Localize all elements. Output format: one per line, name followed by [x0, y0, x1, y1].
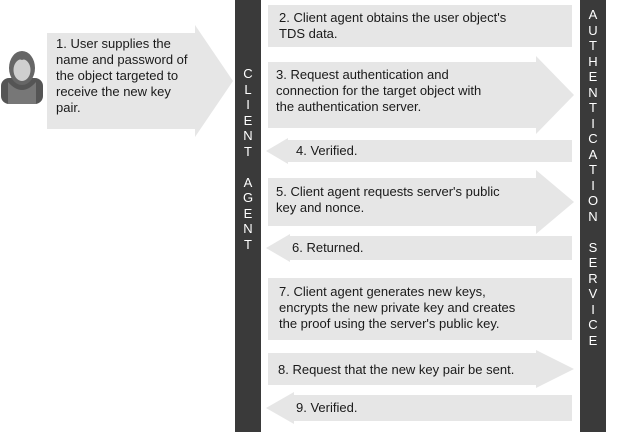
- authentication-service-letter: N: [588, 84, 598, 100]
- authentication-service-letter: S: [588, 239, 598, 255]
- client-agent-letter: T: [244, 143, 252, 159]
- authentication-service-letter: R: [588, 270, 598, 286]
- client-agent-letter: L: [244, 81, 252, 97]
- authentication-service-bar: [580, 0, 606, 432]
- authentication-service-letter: O: [587, 193, 599, 208]
- authentication-service-letter: E: [588, 69, 598, 84]
- authentication-service-letter: H: [588, 53, 598, 69]
- step-4-text: 4. Verified.: [296, 143, 358, 158]
- authentication-service-letter: U: [588, 22, 598, 38]
- step-6-text: 6. Returned.: [292, 240, 364, 255]
- step-3-text: 3. Request authentication and connection for the target object with the authentication server.: [276, 67, 482, 114]
- client-agent-letter: C: [243, 66, 253, 81]
- client-agent-letter: I: [246, 97, 250, 112]
- authentication-service-letter: C: [588, 317, 598, 332]
- client-agent-label: [235, 66, 261, 252]
- step-7-text: 7. Client agent generates new keys, encrypts the new private key and creates the proof using the server's public key.: [279, 284, 516, 331]
- authentication-service-letter: E: [588, 332, 598, 348]
- step-2-text: 2. Client agent obtains the user object's TDS data.: [279, 10, 507, 41]
- authentication-service-letter: N: [588, 208, 598, 224]
- authentication-service-letter: T: [589, 100, 597, 115]
- step-5-text: 5. Client agent requests server's public key and nonce.: [276, 184, 500, 215]
- client-agent-letter: E: [243, 205, 253, 221]
- step-9-text: 9. Verified.: [296, 400, 358, 415]
- client-agent-letter: G: [242, 190, 254, 205]
- client-agent-letter: A: [243, 174, 253, 190]
- authentication-service-letter: I: [591, 177, 595, 193]
- authentication-service-letter: E: [588, 255, 598, 270]
- authentication-service-letter: C: [588, 131, 598, 146]
- authentication-service-letter: I: [591, 301, 595, 317]
- user-step-text: 1. User supplies the name and password of the object targeted to receive the new key pair.: [56, 36, 188, 115]
- client-agent-letter: E: [243, 112, 253, 128]
- authentication-service-letter: V: [588, 286, 598, 301]
- authentication-service-label: [580, 7, 606, 348]
- step-8-text: 8. Request that the new key pair be sent.: [278, 362, 515, 377]
- user-icon: [0, 48, 44, 104]
- client-agent-letter: T: [244, 236, 252, 252]
- authentication-service-letter: A: [588, 146, 598, 162]
- authentication-service-letter: A: [588, 7, 598, 22]
- authentication-service-letter: T: [589, 162, 597, 177]
- client-agent-letter: N: [243, 128, 253, 143]
- authentication-service-letter: T: [589, 38, 597, 53]
- authentication-service-letter: I: [591, 115, 595, 131]
- client-agent-bar: [235, 0, 261, 432]
- client-agent-letter: N: [243, 221, 253, 236]
